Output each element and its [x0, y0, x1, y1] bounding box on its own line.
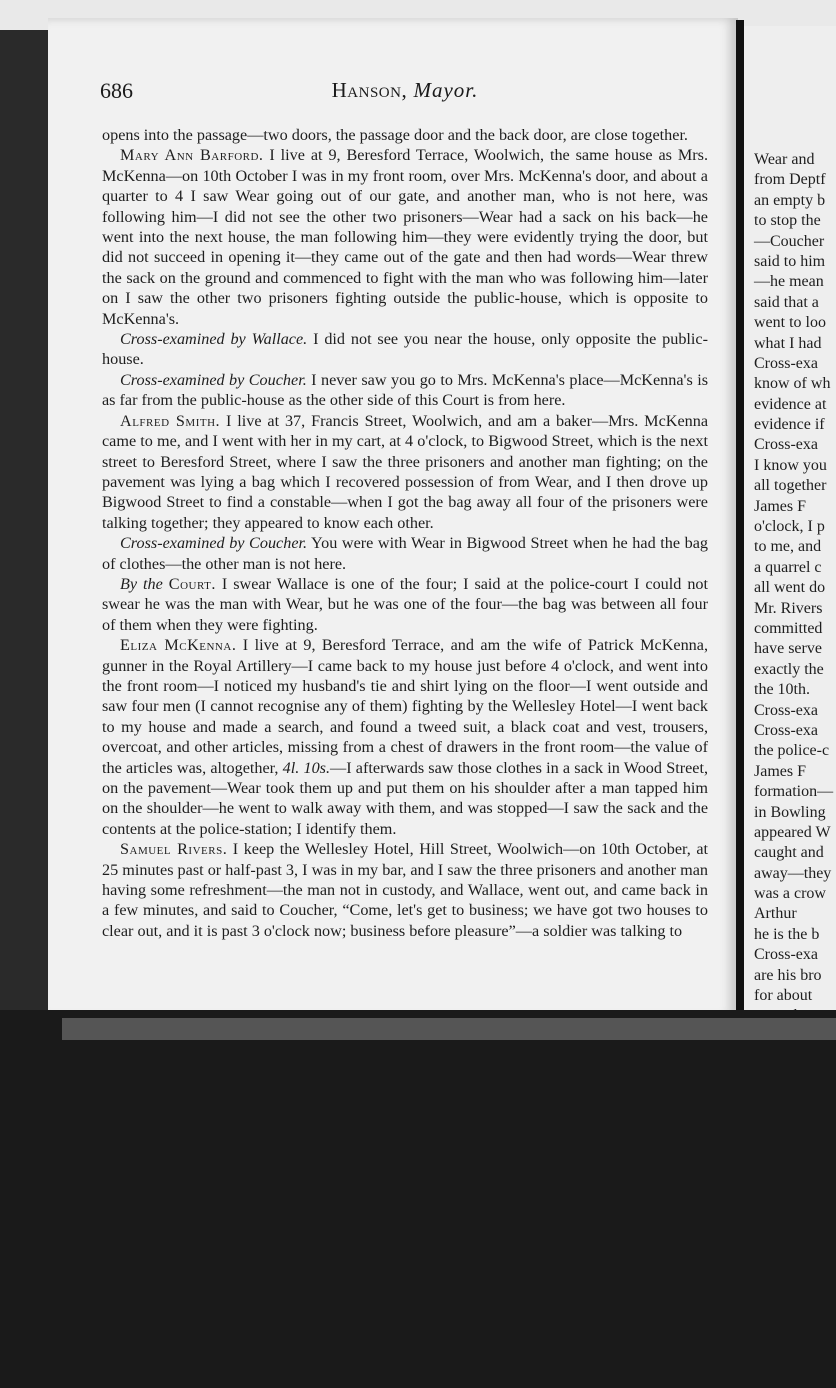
- examination-label-court: Court.: [168, 574, 216, 593]
- paragraph-text: I swear Wallace is one of the four; I said at the police-court I could not swear he was the man with Wear, but he was one of the four—the bag was between all four of them when they were fighting.: [102, 574, 709, 634]
- paragraph: [102, 411, 708, 533]
- right-page-line: committed: [754, 619, 823, 637]
- paragraph: [102, 145, 708, 329]
- right-page-line: —he mean: [754, 273, 824, 291]
- right-page-line: in Bowling: [754, 803, 826, 821]
- right-page-line: an empty b: [754, 191, 826, 209]
- right-page-line: formation—: [754, 783, 834, 801]
- right-page-line: what I had: [754, 334, 822, 352]
- right-page-line: to stop the: [754, 212, 821, 230]
- paragraph-text: I never saw you go to Mrs. McKenna's place—McKenna's is as far from the public-house as the other side of this Court is from here.: [102, 370, 708, 410]
- right-page-line: he is the b: [754, 925, 820, 943]
- speaker-name: Alfred Smith.: [120, 411, 221, 430]
- right-page-line: Mr. Rivers: [754, 599, 823, 617]
- right-page-line: from Deptf: [754, 171, 826, 189]
- paragraph-text: —I afterwards saw those clothes in a sack in Wood Street, on the pavement—Wear took them up and put them on his shoulder after a man tapped him on the shoulder—he went to walk away with them, and was stopped—I saw the sack and the contents at the police-station; I identify them.: [102, 758, 708, 838]
- right-page-line: Cross-exa: [754, 436, 818, 454]
- running-head-name: Hanson,: [331, 78, 408, 102]
- right-page-line: for about: [754, 987, 813, 1005]
- paragraph-text: You were with Wear in Bigwood Street when he had the bag of clothes—the other man is not here.: [102, 534, 708, 573]
- right-page-line: know of wh: [754, 375, 831, 393]
- examination-label-prefix: By the: [120, 574, 163, 593]
- right-page-line: I know you: [754, 456, 827, 474]
- right-page-line: all went do: [754, 579, 826, 597]
- paragraph-text: I live at 9, Beresford Terrace, and am the wife of Patrick McKenna, gunner in the Royal Artillery—I came back to my house just before 4 o'clock, and went into the front room—I noticed my husband's tie and shirt lying on the floor—I went outside and saw four men (I cannot recognise any of them) fighting by the Wellesley Hotel—I went back to my house and made a search, and found a tweed suit, a black coat and vest, trousers, overcoat, and other articles, missing from a chest of drawers in the front room—the value of the articles was, altogether,: [102, 636, 708, 777]
- book-gutter: [736, 20, 744, 1010]
- right-page-line: Arthur: [754, 905, 797, 923]
- paragraph: [102, 574, 708, 635]
- body-text: [102, 125, 708, 941]
- right-page-line: the 10th.: [754, 681, 810, 699]
- page-header: [100, 78, 710, 108]
- right-page-line: evidence at: [754, 395, 827, 413]
- page-number: 686: [100, 78, 133, 103]
- paragraph-text: opens into the passage—two doors, the passage door and the back door, are close together.: [102, 126, 688, 144]
- right-page-line: to me, and: [754, 538, 822, 556]
- scan-bottom-background: [0, 1010, 836, 1388]
- right-page-line: caught and: [754, 844, 824, 862]
- examination-label: Cross-examined by Coucher.: [120, 534, 308, 553]
- paragraph: [102, 635, 708, 839]
- right-page-line: all together: [754, 477, 827, 495]
- paragraph: [102, 839, 708, 941]
- right-page-line: —Coucher: [754, 232, 825, 250]
- right-page: [744, 26, 836, 1011]
- paragraph-text: I did not see you near the house, only opposite the public-house.: [102, 330, 708, 369]
- right-page-line: are his bro: [754, 966, 822, 984]
- right-page-line: a quarrel c: [754, 558, 822, 576]
- paragraph-text: I live at 9, Beresford Terrace, Woolwich, the same house as Mrs. McKenna—on 10th October I was in my front room, over Mrs. McKenna's door, and about a quarter to 4 I saw Wear going out of our gate, and another man, who is not here, was following him—I did not see the other two prisoners—Wear had a sack on his back—he went into the next house, the man following him—they were evidently trying the door, but did not succeed in opening it—they came out of the gate and then had words—Wear threw the sack on the ground and commenced to fight with the man who was following him—later on I saw the other two prisoners fighting outside the public-house, which is opposite to McKenna's.: [102, 146, 708, 328]
- speaker-name: Eliza McKenna.: [120, 636, 237, 655]
- running-head: [100, 78, 710, 103]
- right-page-line: Cross-exa: [754, 946, 818, 964]
- paragraph: [102, 533, 708, 574]
- right-page-line: Cross-exa: [754, 354, 818, 372]
- right-page-line: James F: [754, 762, 806, 780]
- right-page-line: exactly the: [754, 660, 824, 678]
- paragraph-text: I keep the Wellesley Hotel, Hill Street, Woolwich—on 10th October, at 25 minutes past or half-past 3, I was in my bar, and I saw the three prisoners and another man having some refreshment—the man not in custody, and Wallace, went out, and came back in a few minutes, and said to Coucher, “Come, let's get to business; we have got two houses to clear out, and it is past 3 o'clock now; business before pleasure”—a soldier was talking to: [102, 840, 709, 940]
- examination-label: Cross-examined by Wallace.: [120, 330, 308, 349]
- examination-label: Cross-examined by Coucher.: [120, 370, 307, 389]
- value-amount: 4l. 10s.: [282, 758, 331, 777]
- paragraph-text: I live at 37, Francis Street, Woolwich, and am a baker—Mrs. McKenna came to me, and I went with her in my cart, at 4 o'clock, to Bigwood Street, which is the next street to Beresford Street, where I saw the three prisoners and another man fighting; on the pavement was lying a bag which I recovered possession of from Wear, and I then drove up Bigwood Street to find a constable—when I got the bag away all four of the prisoners were talking together; they appeared to know each other.: [102, 411, 708, 532]
- right-page-line: said that a: [754, 293, 819, 311]
- right-page-line: Wear and: [754, 151, 815, 168]
- right-page-line: said to him: [754, 252, 826, 270]
- right-page-line: Cross-exa: [754, 721, 818, 739]
- paragraph: [102, 370, 708, 411]
- scan-bottom-sheet-edge: [62, 1018, 836, 1040]
- paragraph: [102, 125, 708, 145]
- right-page-line: was a crow: [754, 885, 826, 903]
- speaker-name: Mary Ann Barford.: [120, 146, 264, 165]
- right-page-line: went to loo: [754, 314, 826, 332]
- right-page-line: James F: [754, 497, 806, 515]
- right-page-line: the police-c: [754, 742, 830, 760]
- right-page-line: away—they: [754, 864, 832, 882]
- paragraph: [102, 329, 708, 370]
- right-page-line: appeared W: [754, 823, 831, 841]
- right-page-line: have serve: [754, 640, 822, 658]
- right-page-line: evidence if: [754, 416, 825, 434]
- speaker-name: Samuel Rivers.: [120, 840, 228, 859]
- right-page-line: o'clock, I p: [754, 518, 825, 536]
- right-page-line: Cross-exa: [754, 701, 818, 719]
- running-head-title: Mayor.: [413, 78, 479, 102]
